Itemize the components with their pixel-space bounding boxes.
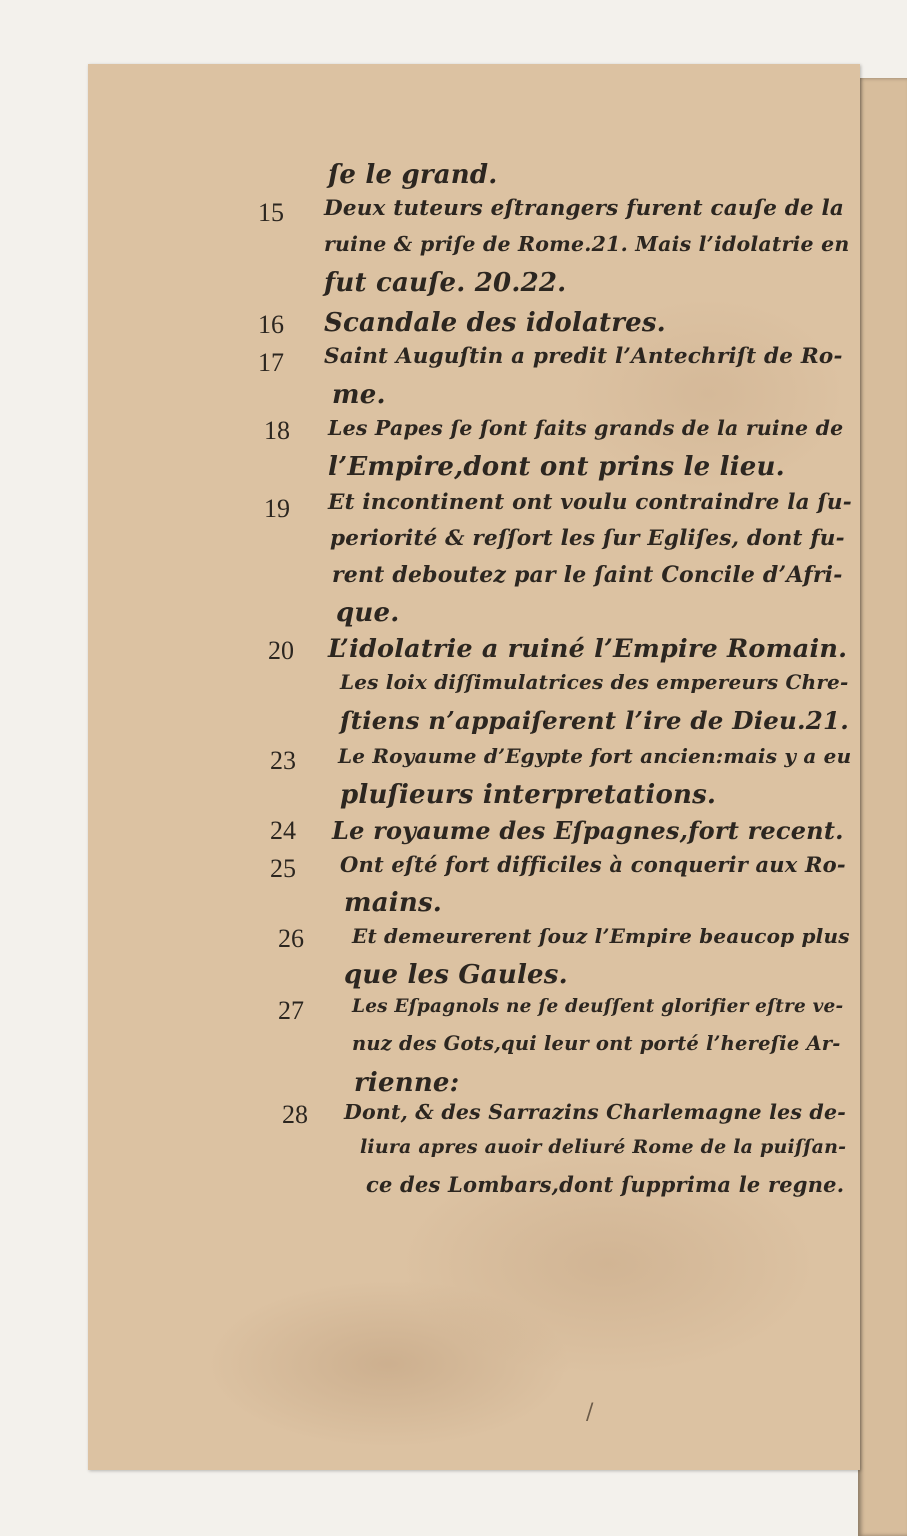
margin-number: 23 <box>270 746 296 775</box>
margin-number: 26 <box>278 924 304 953</box>
text-line: Ont eſté fort difficiles à conquerir aux Ro- <box>340 852 846 877</box>
margin-number: 24 <box>270 816 296 845</box>
text-line: Et demeurerent ſouz l’Empire beaucop plus <box>352 924 850 948</box>
facing-page-edge <box>858 78 907 1536</box>
text-line: ruine & priſe de Rome.21. Mais l’idolatrie en <box>324 232 850 256</box>
text-line: L’idolatrie a ruiné l’Empire Romain. <box>328 634 848 664</box>
margin-number: 25 <box>270 854 296 883</box>
text-line: que. <box>336 598 400 628</box>
text-line: l’Empire,dont ont prins le lieu. <box>328 452 785 482</box>
text-line: ſtiens n’appaiſerent l’ire de Dieu.21. <box>340 706 849 735</box>
text-line: que les Gaules. <box>344 960 568 990</box>
text-line: periorité & reſſort les ſur Egliſes, dont fu- <box>330 526 845 551</box>
text-line: ce des Lombars,dont ſupprima le regne. <box>366 1172 845 1197</box>
ink-mark: / <box>586 1400 594 1425</box>
book-page <box>88 64 860 1470</box>
margin-number: 15 <box>258 198 284 227</box>
text-line: Scandale des idolatres. <box>324 308 666 338</box>
text-line: Les Eſpagnols ne ſe deuſſent glorifier eſtre ve- <box>352 996 844 1017</box>
margin-number: 18 <box>264 416 290 445</box>
text-line: me. <box>332 380 386 410</box>
text-line: ſe le grand. <box>328 160 498 190</box>
text-line: Le Royaume d’Egypte fort ancien:mais y a eu <box>338 744 852 768</box>
text-line: Saint Auguſtin a predit l’Antechriſt de Ro- <box>324 344 843 369</box>
text-line: rent deboutez par le ſaint Concile d’Afri- <box>332 562 843 588</box>
text-line: mains. <box>344 888 443 918</box>
text-line: fut cauſe. 20.22. <box>324 268 567 298</box>
margin-number: 28 <box>282 1100 308 1129</box>
text-line: Les loix diſſimulatrices des empereurs Chre- <box>340 670 849 694</box>
text-line: nuz des Gots,qui leur ont porté l’hereſie Ar- <box>352 1032 841 1055</box>
text-line: Et incontinent ont voulu contraindre la ſu- <box>328 490 852 515</box>
margin-number: 27 <box>278 996 304 1025</box>
margin-number: 17 <box>258 348 284 377</box>
text-line: Deux tuteurs eſtrangers furent cauſe de la <box>324 196 845 221</box>
margin-number: 19 <box>264 494 290 523</box>
margin-number: 16 <box>258 310 284 339</box>
margin-number: 20 <box>268 636 294 665</box>
text-line: Dont, & des Sarrazins Charlemagne les de- <box>344 1100 846 1124</box>
text-line: pluſieurs interpretations. <box>340 780 717 810</box>
text-line: Les Papes ſe ſont faits grands de la ruine de <box>328 416 844 440</box>
text-line: liura apres auoir deliuré Rome de la puiſſan- <box>360 1136 847 1158</box>
text-line: rienne: <box>354 1068 460 1098</box>
text-line: Le royaume des Eſpagnes,fort recent. <box>332 816 844 845</box>
